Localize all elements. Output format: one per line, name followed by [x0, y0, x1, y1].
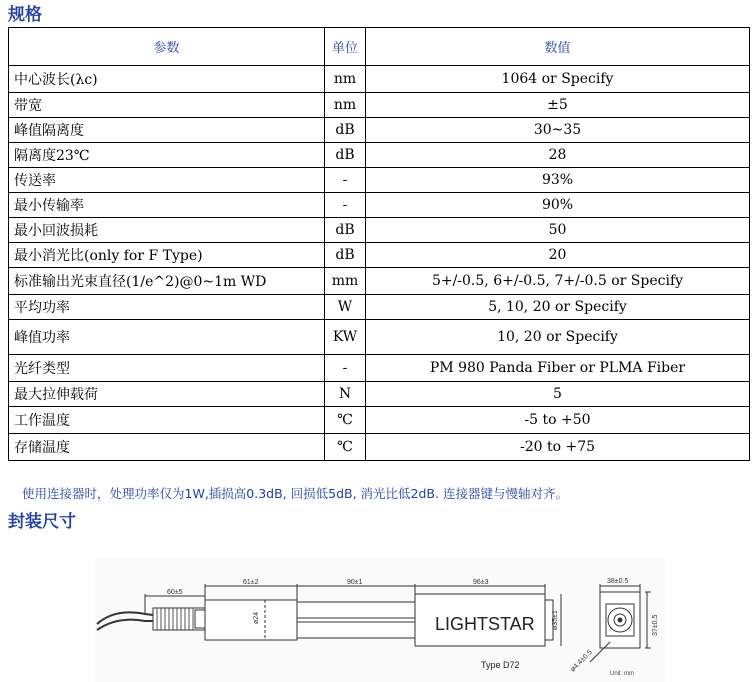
table-row — [9, 143, 750, 168]
table-row — [9, 320, 750, 355]
param-cell: 最小传输率 — [9, 193, 325, 218]
unit-cell: ℃ — [325, 434, 366, 461]
value-cell: 5 — [366, 382, 750, 407]
value-cell: -20 to +75 — [366, 434, 750, 461]
unit-cell: - — [325, 355, 366, 382]
unit-label: Unit: mm — [610, 671, 634, 677]
value-cell: 28 — [366, 143, 750, 168]
unit-cell: - — [325, 168, 366, 193]
unit-cell: nm — [325, 66, 366, 93]
dim-dia-left: ø24 — [253, 611, 260, 624]
param-cell: 中心波长(λc) — [9, 66, 325, 93]
dim-dia-body: ø35±1 — [552, 610, 559, 630]
connector-note: 使用连接器时，处理功率仅为1W,插损高0.3dB, 回损低5dB, 消光比低2dB. 连接器键与慢轴对齐。 — [22, 486, 568, 501]
table-row — [9, 218, 750, 243]
unit-cell: dB — [325, 218, 366, 243]
param-cell: 传送率 — [9, 168, 325, 193]
param-cell: 最小消光比(only for F Type) — [9, 243, 325, 268]
value-cell: 30~35 — [366, 118, 750, 143]
value-cell: PM 980 Panda Fiber or PLMA Fiber — [366, 355, 750, 382]
table-row — [9, 355, 750, 382]
table-row — [9, 66, 750, 93]
header-param: 参数 — [9, 28, 325, 66]
unit-cell: KW — [325, 320, 366, 355]
param-cell: 最大拉伸载荷 — [9, 382, 325, 407]
unit-cell: mm — [325, 268, 366, 295]
dim-fiber: 60±5 — [167, 589, 183, 596]
param-cell: 峰值隔离度 — [9, 118, 325, 143]
param-cell: 存储温度 — [9, 434, 325, 461]
table-row — [9, 118, 750, 143]
value-cell: 5+/-0.5, 6+/-0.5, 7+/-0.5 or Specify — [366, 268, 750, 295]
param-cell: 峰值功率 — [9, 320, 325, 355]
dim-end-width: 38±0.5 — [607, 578, 629, 585]
value-cell: -5 to +50 — [366, 407, 750, 434]
table-row — [9, 243, 750, 268]
param-cell: 平均功率 — [9, 295, 325, 320]
table-row — [9, 193, 750, 218]
dim-boot: 61±2 — [243, 579, 259, 586]
unit-cell: - — [325, 193, 366, 218]
brand-label: LIGHTSTAR — [435, 614, 535, 634]
unit-cell: dB — [325, 118, 366, 143]
unit-cell: nm — [325, 93, 366, 118]
value-cell: 20 — [366, 243, 750, 268]
value-cell: 1064 or Specify — [366, 66, 750, 93]
header-value: 数值 — [366, 28, 750, 66]
unit-cell: ℃ — [325, 407, 366, 434]
param-cell: 带宽 — [9, 93, 325, 118]
table-row — [9, 407, 750, 434]
dim-body: 96±3 — [473, 579, 489, 586]
table-row — [9, 268, 750, 295]
table-row — [9, 434, 750, 461]
middle-section — [297, 602, 415, 638]
strain-relief-boot — [153, 608, 205, 630]
table-header-row — [9, 28, 750, 66]
housing-section — [205, 600, 297, 640]
dim-middle: 90±1 — [347, 579, 363, 586]
spec-section-title: 规格 — [8, 5, 42, 25]
value-cell: 93% — [366, 168, 750, 193]
dim-bolt: ø4.4±0.5 — [569, 648, 594, 674]
value-cell: 90% — [366, 193, 750, 218]
value-cell: 10, 20 or Specify — [366, 320, 750, 355]
package-section-title: 封装尺寸 — [8, 512, 76, 532]
value-cell: ±5 — [366, 93, 750, 118]
unit-cell: N — [325, 382, 366, 407]
table-row — [9, 382, 750, 407]
header-unit: 单位 — [325, 28, 366, 66]
value-cell: 50 — [366, 218, 750, 243]
param-cell: 光纤类型 — [9, 355, 325, 382]
param-cell: 工作温度 — [9, 407, 325, 434]
param-cell: 标准输出光束直径(1/e^2)@0~1m WD — [9, 268, 325, 295]
table-row — [9, 295, 750, 320]
unit-cell: W — [325, 295, 366, 320]
unit-cell: dB — [325, 243, 366, 268]
unit-cell: dB — [325, 143, 366, 168]
table-row — [9, 168, 750, 193]
value-cell: 5, 10, 20 or Specify — [366, 295, 750, 320]
type-label: Type D72 — [481, 660, 520, 670]
dim-end-height: 37±0.5 — [652, 614, 659, 636]
param-cell: 隔离度23℃ — [9, 143, 325, 168]
package-dimension-drawing — [95, 558, 665, 682]
param-cell: 最小回波损耗 — [9, 218, 325, 243]
table-row — [9, 93, 750, 118]
spec-table — [8, 27, 750, 461]
